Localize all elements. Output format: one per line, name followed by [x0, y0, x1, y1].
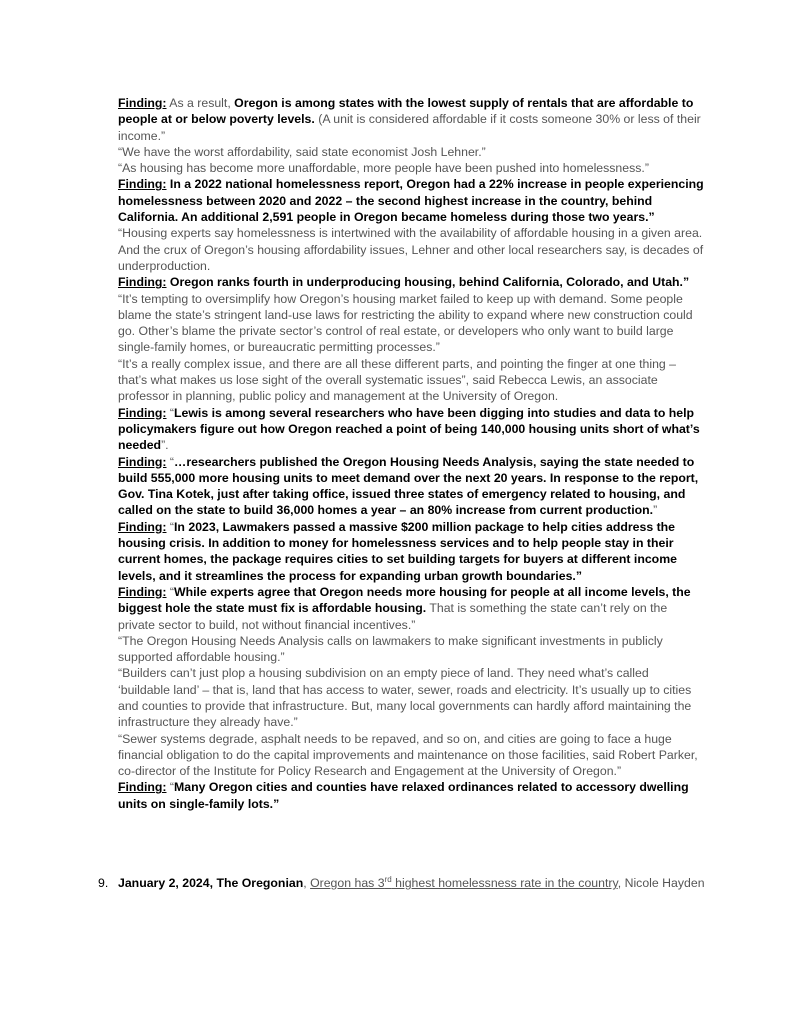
finding-paragraph-5	[118, 454, 704, 519]
finding-text: Oregon is among states with the lowest supply of rentals that are affordable to people at or below poverty levels.	[118, 96, 694, 127]
finding-paragraph-6	[118, 519, 704, 584]
finding-text: Many Oregon cities and counties have relaxed ordinances related to accessory dwelling units on single-family lots.”	[118, 780, 689, 811]
finding-label: Finding:	[118, 96, 167, 110]
article-link-sup: rd	[384, 874, 392, 884]
finding-paragraph-4	[118, 405, 704, 454]
quote-paragraph: “Housing experts say homelessness is intertwined with the availability of affordable housing in a given area. And the crux of Oregon’s housing affordability issues, Lehner and other local researchers say, is decades of underproduction.	[118, 226, 704, 273]
article-link-text: highest homelessness rate in the country	[391, 876, 618, 890]
finding-label: Finding:	[118, 780, 167, 795]
finding-label: Finding:	[118, 405, 167, 420]
finding-paragraph-3	[118, 274, 704, 290]
quote-paragraph: “Sewer systems degrade, asphalt needs to be repaved, and so on, and cities are going to face a huge financial obligation to do the capital improvements and maintenance on those facilities, said Robert Parker, co-director of the Institute for Policy Research and Engagement at the University of Oregon.”	[118, 731, 698, 779]
citation-author: , Nicole Hayden	[617, 876, 705, 890]
finding-paragraph-8	[118, 779, 704, 812]
finding-label: Finding:	[118, 177, 167, 192]
finding-paragraph-2	[118, 176, 704, 225]
text: ”.	[161, 438, 169, 453]
quote-paragraph: “We have the worst affordability, said state economist Josh Lehner.”	[118, 144, 486, 159]
finding-text: In 2023, Lawmakers passed a massive $200 million package to help cities address the housing crisis. In addition to money for homelessness services and to help people stay in their current homes, the package requires cities to set building targets for buyers at different income levels, and it streamlines the process for expanding urban growth boundaries.”	[118, 519, 677, 583]
finding-paragraph-1	[118, 95, 704, 144]
quote-paragraph: “It’s tempting to oversimplify how Oregon’s housing market failed to keep up with demand. Some people blame the state’s stringent land-use laws for restricting the ability to expand where new construction could go. Other’s blame the private sector’s control of real estate, or developers who only want to build large single-family homes, or bureaucratic permitting processes.”	[118, 291, 693, 355]
quote-paragraph: “The Oregon Housing Needs Analysis calls on lawmakers to make significant investments in publicly supported affordable housing.”	[118, 633, 663, 665]
text: That is something the state can’t rely on the private sector to build, not without financial incentives.”	[118, 601, 668, 632]
article-link[interactable]	[310, 876, 618, 890]
text: ”	[653, 503, 658, 518]
finding-text: Oregon ranks fourth in underproducing housing, behind California, Colorado, and Utah.”	[166, 275, 690, 290]
finding-label: Finding:	[118, 519, 167, 534]
text: As a result,	[166, 96, 235, 110]
text: “	[166, 584, 175, 599]
text: “	[166, 405, 175, 420]
finding-text: …researchers published the Oregon Housing Needs Analysis, saying the state needed to build 555,000 more housing units to meet demand over the next 20 years. In response to the report, Gov. Tina Kotek, just after taking office, issued three states of emergency related to housing, and called on the state to build 36,000 homes a year – an 80% increase from current production.	[118, 454, 699, 518]
text: “	[166, 454, 175, 469]
finding-text: While experts agree that Oregon needs more housing for people at all income levels, the biggest hole the state must fix is affordable housing.	[118, 584, 691, 616]
finding-text: Lewis is among several researchers who have been digging into studies and data to help policymakers figure out how Oregon reached a point of being 140,000 housing units short of what’s needed	[118, 405, 700, 453]
finding-text: In a 2022 national homelessness report, Oregon had a 22% increase in people experiencing homelessness between 2020 and 2022 – the second highest increase in the country, behind California. An additional 2,591 people in Oregon became homeless during those two years.”	[118, 177, 704, 225]
citation	[118, 875, 708, 891]
text: (A unit is considered affordable if it costs someone 30% or less of their income.”	[118, 112, 701, 143]
text: ,	[303, 876, 311, 890]
finding-label: Finding:	[118, 584, 167, 599]
article-findings	[118, 95, 704, 812]
list-number: 9.	[98, 876, 109, 890]
finding-paragraph-7	[118, 584, 704, 633]
text: “	[166, 519, 175, 534]
finding-label: Finding:	[118, 275, 167, 290]
quote-paragraph: “Builders can’t just plop a housing subdivision on an empty piece of land. They need what’s called ‘buildable land’ – that is, land that has access to water, sewer, roads and electricity. It’s usually up to cities and counties to provide that infrastructure. But, many local governments can hardly afford maintaining the infrastructure they already have.”	[118, 666, 692, 730]
article-link-text: Oregon has 3	[310, 876, 385, 890]
text: “	[166, 780, 175, 795]
quote-paragraph: “As housing has become more unaffordable, more people have been pushed into homelessness.”	[118, 161, 649, 176]
quote-paragraph: “It’s a really complex issue, and there are all these different parts, and pointing the finger at one thing – that’s what makes us lose sight of the overall systematic issues”, said Rebecca Lewis, an associate professor in planning, public policy and management at the University of Oregon.	[118, 356, 677, 404]
list-item-9	[98, 875, 708, 891]
citation-date-source: January 2, 2024, The Oregonian	[118, 876, 304, 890]
finding-label: Finding:	[118, 454, 167, 469]
